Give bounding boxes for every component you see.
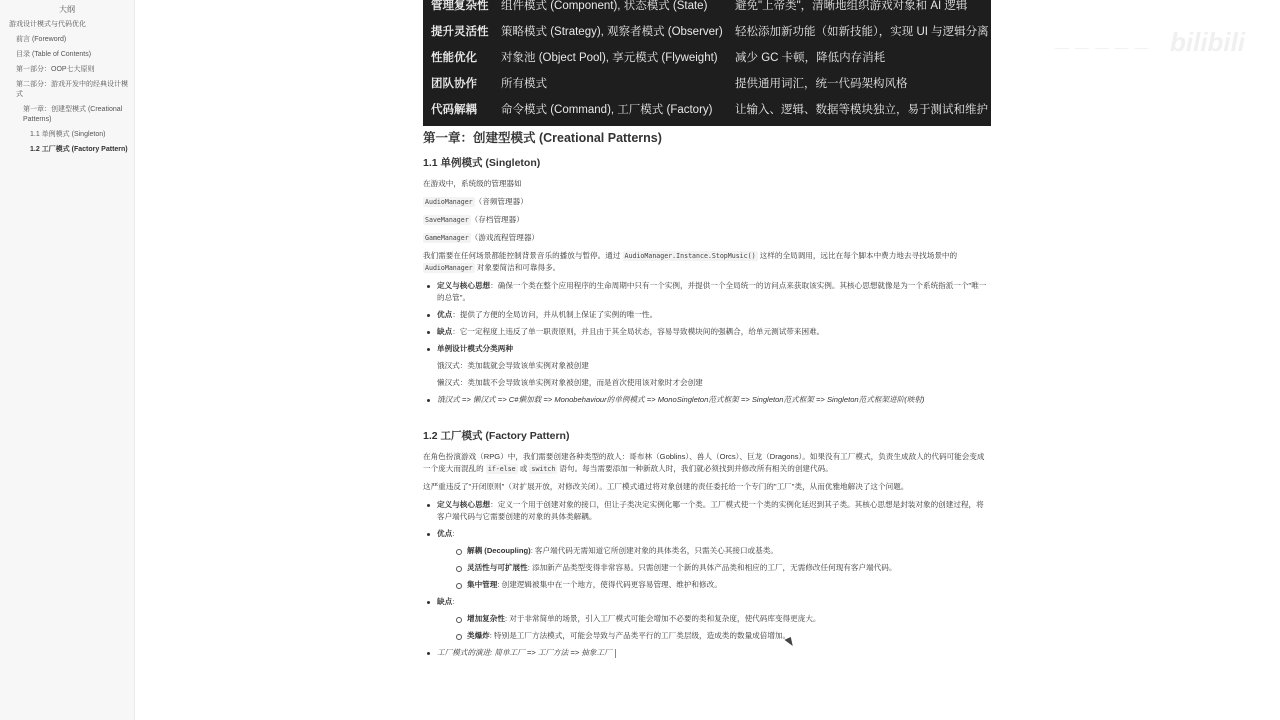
- outline-item-factory[interactable]: 1.2 工厂模式 (Factory Pattern): [30, 146, 128, 153]
- manager-line: AudioManager （音频管理器）: [425, 197, 528, 206]
- singleton-evolution: 饿汉式 => 懒汉式 => C#懒加载 => Monobehaviour的单例模式 => MonoSingleton范式框架 => Singleton范式框架 => Singleton范式框架进阶(映射): [437, 395, 925, 404]
- list-item: 增加复杂性: 对于非常简单的场景，引入工厂模式可能会增加不必要的类和复杂度，使代码库变得更庞大。: [453, 613, 991, 625]
- table-cell-benefit: 轻松添加新功能（如新技能），实现 UI 与逻辑分离: [735, 26, 989, 38]
- table-row: [423, 18, 991, 44]
- manager-line: GameManager （游戏流程管理器）: [425, 233, 540, 242]
- outline-item-foreword[interactable]: 前言 (Foreword): [16, 36, 67, 43]
- table-cell-patterns: 策略模式 (Strategy), 观察者模式 (Observer): [501, 26, 723, 38]
- table-cell-goal: 管理复杂性: [431, 0, 489, 12]
- singleton-paragraph: 我们需要在任何场景都能控制背景音乐的播放与暂停。通过 AudioManager.Instance.StopMusic() 这样的全局调用，远比在每个脚本中费力地去寻找场景中的 AudioManager 对象要简洁和可靠得多。: [423, 251, 958, 272]
- bilibili-logo-icon: bilibili: [1170, 27, 1246, 57]
- inline-code: SaveManager: [425, 216, 469, 224]
- list-item: 集中管理: 创建逻辑被集中在一个地方，使得代码更容易管理、维护和修改。: [453, 579, 991, 591]
- type-eager: 饿汉式：类加载就会导致该单实例对象被创建: [437, 361, 589, 370]
- list-item: 类爆炸: 特别是工厂方法模式，可能会导致与产品类平行的工厂类层级，造成类的数量成倍增加。: [453, 630, 991, 642]
- table-cell-benefit: 避免"上帝类"，清晰地组织游戏对象和 AI 逻辑: [735, 0, 968, 12]
- bilibili-watermark: [1050, 25, 1260, 70]
- table-cell-patterns: 对象池 (Object Pool), 享元模式 (Flyweight): [501, 52, 718, 64]
- outline-sidebar: [0, 0, 135, 720]
- list-item: [423, 394, 991, 406]
- table-cell-benefit: 让输入、逻辑、数据等模块独立，易于测试和维护: [735, 104, 988, 116]
- inline-code: AudioManager.Instance.StopMusic(): [624, 252, 756, 260]
- list-item: 单例设计模式分类两种: [423, 343, 991, 355]
- factory-list: [423, 499, 991, 659]
- outline-title: 大纲: [59, 5, 75, 14]
- table-cell-goal: 代码解耦: [431, 104, 477, 116]
- singleton-intro: 在游戏中，系统级的管理器如: [423, 179, 522, 188]
- list-item-editing[interactable]: [423, 647, 991, 659]
- table-cell-benefit: 提供通用词汇，统一代码架构风格: [735, 78, 908, 90]
- outline-item-root[interactable]: 游戏设计模式与代码优化: [9, 21, 86, 28]
- list-item: 解耦 (Decoupling): 客户端代码无需知道它所创建对象的具体类名，只需关心其接口或基类。: [453, 545, 991, 557]
- singleton-list: [423, 280, 991, 355]
- section-heading-singleton: 1.1 单例模式 (Singleton): [423, 157, 541, 169]
- chapter-heading: 第一章：创建型模式 (Creational Patterns): [423, 131, 662, 145]
- table-cell-benefit: 减少 GC 卡顿，降低内存消耗: [735, 52, 886, 64]
- table-row: [423, 70, 991, 96]
- inline-code: if-else: [487, 465, 516, 473]
- list-item: 缺点：它一定程度上违反了单一职责原则，并且由于其全局状态，容易导致模块间的强耦合，给单元测试带来困难。: [423, 326, 991, 338]
- factory-paragraph-2: 这严重违反了"开闭原则"（对扩展开放，对修改关闭）。工厂模式通过将对象创建的责任委托给一个专门的"工厂"类，从而优雅地解决了这个问题。: [423, 482, 909, 491]
- list-item: 缺点: 增加复杂性: 对于非常简单的场景，引入工厂模式可能会增加不必要的类和复杂度，使代码库变得更庞大。 类爆炸: 特别是工厂方法模式，可能会导致与产品类平行的工厂类层级，造成类的数量成倍增加。: [423, 596, 991, 642]
- outline-item-part1[interactable]: 第一部分：OOP七大原则: [16, 66, 95, 73]
- list-item: 定义与核心思想：确保一个类在整个应用程序的生命周期中只有一个实例，并提供一个全局统一的访问点来获取该实例。其核心思想就像是为一个系统指派一个"唯一的总管"。: [423, 280, 991, 304]
- table-cell-goal: 团队协作: [431, 78, 477, 90]
- inline-code: switch: [531, 465, 556, 473]
- inline-code: AudioManager: [425, 198, 473, 206]
- table-cell-patterns: 所有模式: [501, 78, 547, 90]
- table-cell-goal: 提升灵活性: [431, 26, 489, 38]
- inline-code: AudioManager: [425, 264, 473, 272]
- table-row: [423, 44, 991, 70]
- list-item: 优点：提供了方便的全局访问，并从机制上保证了实例的唯一性。: [423, 309, 991, 321]
- list-item: 优点: 解耦 (Decoupling): 客户端代码无需知道它所创建对象的具体类名，只需关心其接口或基类。 灵活性与可扩展性: 添加新产品类型变得非常容易。只需创建一个新的具体产品类和相应的工厂，无需修改任何现有客户端代码。 集中管理: 创建逻辑被集中在一个地方，使得代码更容易管理、维护和修改。: [423, 528, 991, 591]
- inline-code: GameManager: [425, 234, 469, 242]
- table-cell-patterns: 命令模式 (Command), 工厂模式 (Factory): [501, 104, 713, 116]
- list-item: 定义与核心思想：定义一个用于创建对象的接口，但让子类决定实例化哪一个类。工厂模式使一个类的实例化延迟到其子类。其核心思想是封装对象的创建过程，将客户端代码与它需要创建的对象的具体类解耦。: [423, 499, 991, 523]
- section-heading-factory: 1.2 工厂模式 (Factory Pattern): [423, 430, 570, 442]
- manager-line: SaveManager （存档管理器）: [425, 215, 524, 224]
- table-row: [423, 96, 991, 122]
- list-item: 灵活性与可扩展性: 添加新产品类型变得非常容易。只需创建一个新的具体产品类和相应的工厂，无需修改任何现有客户端代码。: [453, 562, 991, 574]
- factory-paragraph-1: 在角色扮演游戏（RPG）中，我们需要创建各种类型的敌人：哥布林（Goblins）、兽人（Orcs）、巨龙（Dragons）。如果没有工厂模式，负责生成敌人的代码可能会变成一个庞大而混乱的 if-else 或 switch 语句。每当需要添加一种新敌人时，我们就必须找到并修改所有相关的创建代码。: [423, 452, 985, 473]
- outline-item-chapter1[interactable]: 第一章：创建型模式 (Creational Patterns): [23, 106, 123, 123]
- watermark-text: — — — — —: [1055, 39, 1150, 55]
- factory-evolution: 工厂模式的演进: 简单工厂 => 工厂方法 => 抽象工厂: [437, 648, 612, 657]
- outline-item-singleton[interactable]: 1.1 单例模式 (Singleton): [30, 131, 106, 138]
- patterns-summary-table: [423, 0, 991, 126]
- outline-item-part2[interactable]: 第二部分：游戏开发中的经典设计模式: [16, 81, 128, 98]
- text-cursor: [615, 649, 616, 658]
- outline-item-toc[interactable]: 目录 (Table of Contents): [16, 51, 92, 58]
- table-cell-patterns: 组件模式 (Component), 状态模式 (State): [501, 0, 708, 12]
- table-row: [423, 0, 991, 18]
- type-lazy: 懒汉式：类加载不会导致该单实例对象被创建，而是首次使用该对象时才会创建: [437, 378, 703, 387]
- document-body[interactable]: [423, 128, 991, 664]
- table-cell-goal: 性能优化: [431, 52, 477, 64]
